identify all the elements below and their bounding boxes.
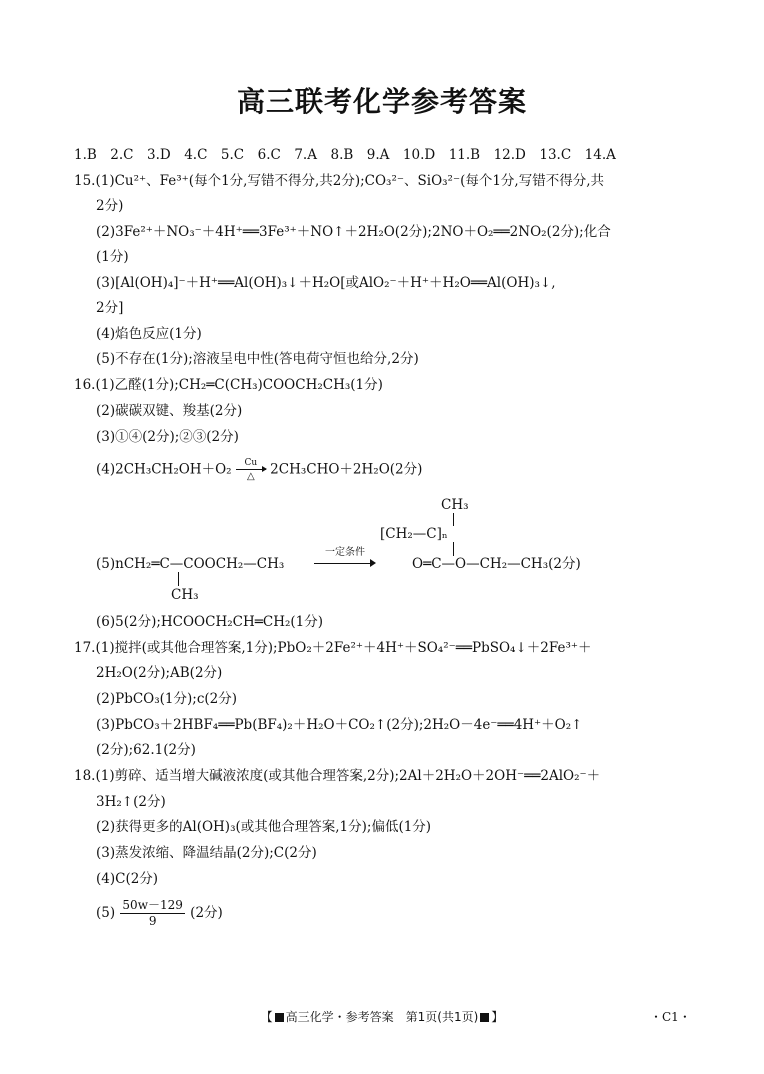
footer-right-bracket: 】	[491, 1010, 504, 1024]
q16-part2: (2)碳碳双键、羧基(2分)	[96, 403, 243, 419]
q17-part1-cont: 2H₂O(2分);AB(2分)	[96, 665, 223, 681]
bond-vertical	[178, 572, 179, 586]
q15-part3: (3)[Al(OH)₄]⁻＋H⁺══Al(OH)₃↓＋H₂O[或AlO₂⁻＋H⁺＋H₂O══Al(OH)₃↓,	[96, 275, 556, 291]
reactant-methyl-bottom: CH₃	[171, 587, 199, 603]
fraction-numerator: 50w－129	[122, 898, 183, 912]
q17-part3: (3)PbCO₃＋2HBF₄══Pb(BF₄)₂＋H₂O＋CO₂↑(2分);2H₂O－4e⁻══4H⁺＋O₂↑	[96, 717, 583, 733]
logo-icon	[275, 1013, 284, 1022]
q16-part1: 16.(1)乙醛(1分);CH₂═C(CH₃)COOCH₂CH₃(1分)	[74, 377, 383, 393]
q16-part4	[96, 458, 422, 482]
q17-part2: (2)PbCO₃(1分);c(2分)	[96, 691, 238, 707]
reaction-condition-arrow	[236, 458, 266, 482]
q18-part1: 18.(1)剪碎、适当增大碱液浓度(或其他合理答案,2分);2Al＋2H₂O＋2OH⁻══2AlO₂⁻＋	[74, 768, 601, 784]
q15-part3-cont: 2分]	[96, 300, 124, 316]
heat-label: △	[247, 471, 255, 482]
choice-answers: 1.B 2.C 3.D 4.C 5.C 6.C 7.A 8.B 9.A 10.D 11.B 12.D 13.C 14.A	[74, 147, 616, 163]
footer-left-bracket: 【	[260, 1010, 273, 1024]
q18-part3: (3)蒸发浓缩、降温结晶(2分);C(2分)	[96, 845, 317, 861]
q16-part6: (6)5(2分);HCOOCH₂CH═CH₂(1分)	[96, 614, 324, 630]
q15-part5: (5)不存在(1分);溶液呈电中性(答电荷守恒也给分,2分)	[96, 351, 419, 367]
fraction-denominator: 9	[148, 914, 157, 928]
q17-part1: 17.(1)搅拌(或其他合理答案,1分);PbO₂＋2Fe²⁺＋4H⁺＋SO₄²⁻══PbSO₄↓＋2Fe³⁺＋	[74, 640, 592, 656]
catalyst-label: Cu	[244, 458, 258, 468]
q16-part4-products: 2CH₃CHO＋2H₂O(2分)	[270, 461, 423, 478]
q17-part3-cont: (2分);62.1(2分)	[96, 742, 196, 758]
q18-part5	[96, 898, 223, 929]
page-code: ・C1・	[650, 1010, 691, 1024]
logo-icon	[480, 1013, 489, 1022]
q16-part3: (3)①④(2分);②③(2分)	[96, 429, 239, 445]
q15-part2: (2)3Fe²⁺＋NO₃⁻＋4H⁺══3Fe³⁺＋NO↑＋2H₂O(2分);2NO＋O₂══2NO₂(2分);化合	[96, 224, 611, 240]
q18-part2: (2)获得更多的Al(OH)₃(或其他合理答案,1分);偏低(1分)	[96, 819, 432, 835]
footer-text: 高三化学・参考答案 第1页(共1页)	[285, 1010, 479, 1024]
product-methyl-top: CH₃	[441, 497, 469, 513]
bond-vertical	[453, 513, 454, 526]
q18-part4: (4)C(2分)	[96, 871, 159, 887]
q16-part5-reactant: (5)nCH₂═C—COOCH₂—CH₃	[96, 556, 285, 572]
bond-vertical	[453, 542, 454, 556]
q18-part1-cont: 3H₂↑(2分)	[96, 794, 166, 810]
page-title: 高三联考化学参考答案	[236, 85, 527, 118]
product-chain: [CH₂—C]ₙ	[380, 526, 448, 542]
q18-part5-suffix: (2分)	[190, 905, 223, 921]
q15-part1: 15.(1)Cu²⁺、Fe³⁺(每个1分,写错不得分,共2分);CO₃²⁻、SiO₃²⁻(每个1分,写错不得分,共	[74, 173, 605, 189]
q15-part1-cont: 2分)	[96, 198, 124, 214]
fraction	[120, 898, 184, 929]
q18-part5-prefix: (5)	[96, 905, 116, 921]
arrow-icon	[236, 469, 266, 470]
product-ester-group: O═C—O—CH₂—CH₃(2分)	[412, 556, 581, 572]
arrow-icon	[314, 563, 372, 564]
q16-part4-reactants: (4)2CH₃CH₂OH＋O₂	[96, 461, 232, 478]
reaction-condition-label: 一定条件	[325, 547, 365, 558]
q15-part4: (4)焰色反应(1分)	[96, 326, 202, 342]
q15-part2-cont: (1分)	[96, 249, 129, 265]
arrow-head-icon	[370, 559, 376, 567]
